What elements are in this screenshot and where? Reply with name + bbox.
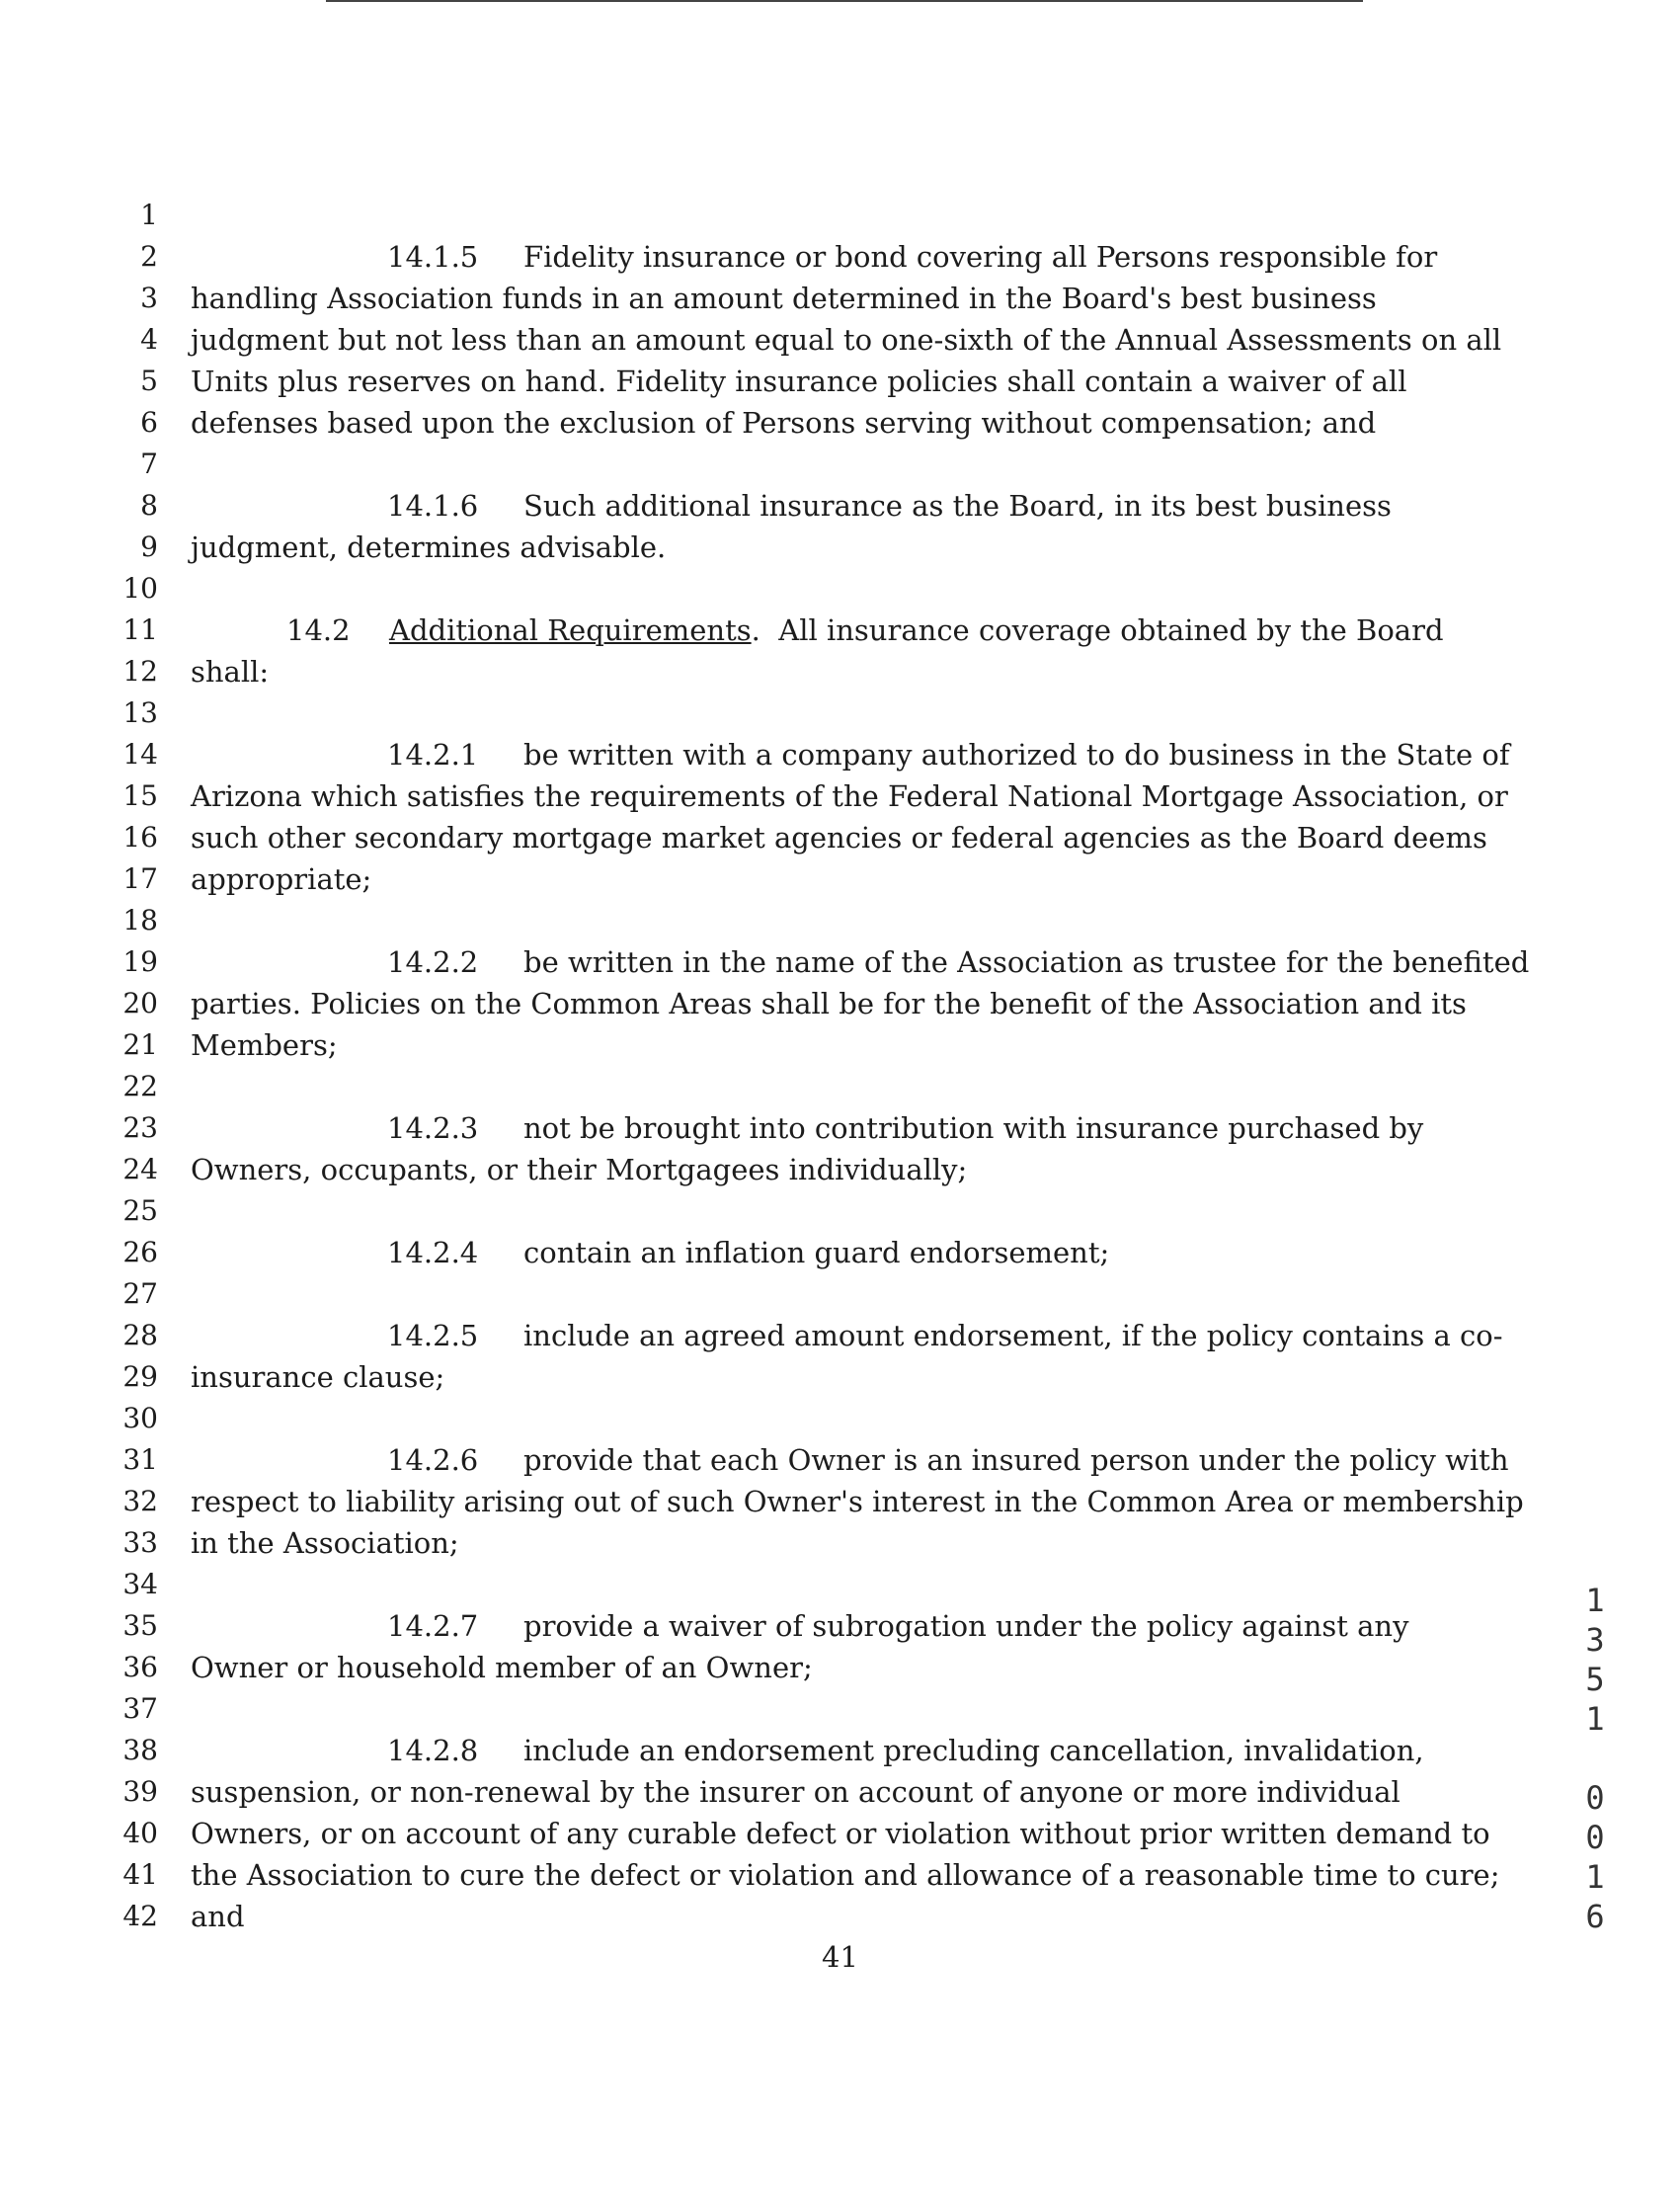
text-span: be written in the name of the Association as trustee for the benefited [523,945,1530,979]
line-number: 11 [122,613,158,646]
text-line: shall: [191,655,270,689]
text-line: suspension, or non-renewal by the insurer on account of anyone or more individual [191,1775,1400,1809]
text-line: handling Association funds in an amount determined in the Board's best business [191,282,1377,315]
section-number: 14.2.1 [387,738,479,772]
text-line: such other secondary mortgage market agencies or federal agencies as the Board deems [191,821,1487,855]
text-line: insurance clause; [191,1360,445,1394]
top-rule [326,0,1363,2]
line-number: 16 [122,821,158,854]
text-span: contain an inflation guard endorsement; [523,1236,1110,1269]
text-span: Such additional insurance as the Board, in its best business [523,489,1392,523]
section-number: 14.2.3 [387,1111,479,1145]
line-number: 23 [122,1111,158,1144]
line-number: 10 [122,572,158,605]
line-number: 37 [122,1692,158,1725]
line-number: 2 [140,240,158,273]
stamp-char: 1 [1585,1700,1605,1738]
text-span: include an agreed amount endorsement, if the policy contains a co- [523,1319,1503,1352]
text-line [387,1605,1475,1647]
stamp-char [1570,1739,1620,1778]
text-span: All insurance coverage obtained by the Board [778,613,1444,647]
stamp-char: 1 [1585,1858,1605,1896]
line-number: 7 [140,448,158,480]
line-number: 42 [122,1900,158,1932]
line-number: 24 [122,1153,158,1185]
line-number: 29 [122,1360,158,1393]
section-number: 14.2.4 [387,1236,479,1269]
text-line [387,485,1475,527]
line-number: 39 [122,1775,158,1808]
text-line: and [191,1900,245,1933]
section-number: 14.1.5 [387,240,479,274]
section-number: 14.2.2 [387,945,479,979]
text-span: provide that each Owner is an insured person under the policy with [523,1443,1509,1477]
stamp-char: 6 [1585,1898,1605,1935]
line-number: 15 [122,779,158,812]
text-line: Owners, or on account of any curable defect or violation without prior written demand to [191,1817,1490,1850]
line-number: 34 [122,1568,158,1600]
text-line: Arizona which satisfies the requirements of the Federal National Mortgage Association, or [191,779,1508,813]
section-number: 14.2.7 [387,1609,479,1643]
section-number: 14.2 [286,613,351,647]
line-number: 22 [122,1070,158,1102]
section-number: 14.2.6 [387,1443,479,1477]
line-number: 5 [140,365,158,397]
line-number: 18 [122,904,158,937]
line-number: 8 [140,489,158,522]
stamp-char: 0 [1585,1779,1605,1817]
text-span: . [751,613,760,647]
text-line: Members; [191,1028,338,1062]
stamp-char: 0 [1585,1819,1605,1856]
line-number: 12 [122,655,158,688]
line-number: 36 [122,1651,158,1683]
stamp-char: 5 [1585,1661,1605,1698]
page-number: 41 [822,1940,858,1974]
line-number: 9 [140,530,158,563]
section-number: 14.1.6 [387,489,479,523]
text-span: Fidelity insurance or bond covering all Persons responsible for [523,240,1438,274]
text-line [387,236,1475,278]
line-number: 32 [122,1485,158,1517]
line-number: 41 [122,1858,158,1891]
section-number: 14.2.8 [387,1734,479,1767]
text-line [387,941,1530,983]
text-line [387,1107,1475,1149]
line-number: 33 [122,1526,158,1559]
text-line [387,734,1510,775]
line-number: 25 [122,1194,158,1227]
line-number-column [0,0,158,2199]
line-number: 3 [140,282,158,314]
line-number: 38 [122,1734,158,1766]
line-number: 19 [122,945,158,978]
text-line: defenses based upon the exclusion of Persons serving without compensation; and [191,406,1377,440]
text-span: not be brought into contribution with insurance purchased by [523,1111,1424,1145]
text-line: judgment, determines advisable. [191,530,667,564]
text-line [387,1439,1509,1481]
text-line [286,610,1475,651]
line-number: 6 [140,406,158,439]
text-line: the Association to cure the defect or violation and allowance of a reasonable time to cure; [191,1858,1500,1892]
line-number: 28 [122,1319,158,1351]
section-number: 14.2.5 [387,1319,479,1352]
line-number: 30 [122,1402,158,1434]
side-stamp [1570,1581,1620,1935]
line-number: 14 [122,738,158,771]
text-line: Owners, occupants, or their Mortgagees individually; [191,1153,968,1186]
text-line: in the Association; [191,1526,459,1560]
text-span: include an endorsement precluding cancellation, invalidation, [523,1734,1424,1767]
text-line: Units plus reserves on hand. Fidelity insurance policies shall contain a waiver of all [191,365,1407,398]
text-line [387,1315,1503,1356]
line-number: 31 [122,1443,158,1476]
text-line: appropriate; [191,862,372,896]
line-number: 21 [122,1028,158,1061]
text-line [387,1730,1475,1771]
line-number: 1 [140,199,158,231]
section-heading: Additional Requirements [389,613,752,647]
text-line [387,1232,1475,1273]
line-number: 20 [122,987,158,1019]
stamp-char: 3 [1585,1621,1605,1659]
line-number: 35 [122,1609,158,1642]
text-span: be written with a company authorized to do business in the State of [523,738,1510,772]
line-number: 27 [122,1277,158,1310]
line-number: 13 [122,696,158,729]
text-line: judgment but not less than an amount equal to one-sixth of the Annual Assessments on all [191,323,1502,357]
stamp-char: 1 [1585,1582,1605,1619]
text-line: parties. Policies on the Common Areas shall be for the benefit of the Association and its [191,987,1467,1020]
text-span: provide a waiver of subrogation under the policy against any [523,1609,1409,1643]
line-number: 40 [122,1817,158,1849]
line-number: 4 [140,323,158,356]
text-line: Owner or household member of an Owner; [191,1651,813,1684]
text-line: respect to liability arising out of such Owner's interest in the Common Area or membership [191,1485,1524,1518]
line-number: 17 [122,862,158,895]
line-number: 26 [122,1236,158,1268]
